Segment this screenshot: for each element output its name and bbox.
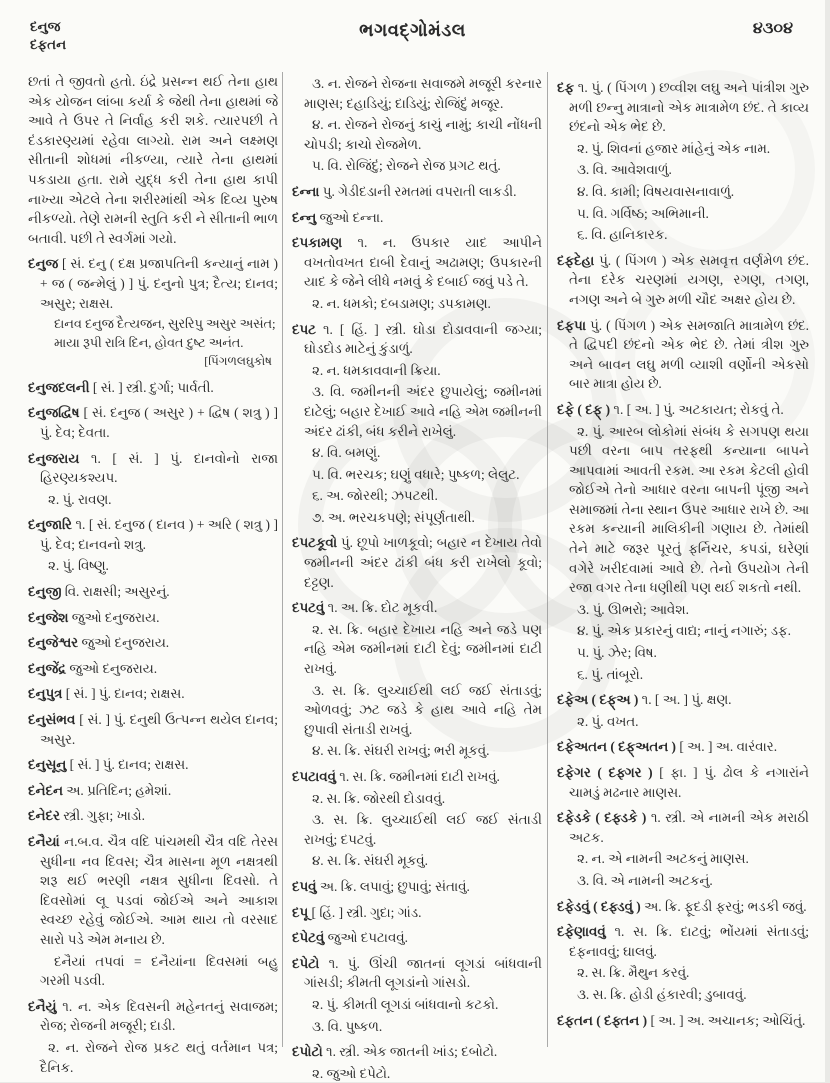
dictionary-entry: દનુજરાય ૧. [ સં. ] પું. દાનવોનો રાજા હિરણ્યકશ્યપ. (28, 450, 278, 486)
entry-sense: ૨. ન. રોજને રોજ પ્રકટ થતું વર્તમાન પત્ર; દૈનિક. (40, 1039, 278, 1075)
headword: દનુજેંદ્ર (28, 660, 67, 676)
entry-sense: ૫. વિ. રોજિંદું; રોજને રોજ પ્રગટ થતું. (312, 158, 501, 174)
entry-sense: ૨. પું. રાવણ. (48, 491, 112, 507)
entry-sense: ૫. વિ. ગર્વિષ્ઠ; અભિમાની. (577, 205, 709, 221)
guide-word-last: દફતન (30, 37, 67, 52)
entry-sense: ૪. વિ. બમણું. (312, 445, 381, 461)
dictionary-entry: દપેટવું જુઓ દપટાવવું. (292, 930, 408, 946)
dictionary-entry: દનુજેશ જુઓ દનુજરાય. (28, 609, 160, 625)
dictionary-entry: દપોટો ૧. સ્ત્રી. એક જાતની ખાંડ; દબોટો. (292, 1044, 498, 1060)
dictionary-entry: દફપા પું. ( પિંગળ ) એક સમજાતિ માત્રામેળ છંદ. તે દ્વિપદી છંદનો એક ભેદ છે. તેમાં ત્રીશ ગુરુ અને બાવન લઘુ મળી વ્યાશી વર્ણોની એકસો બાર માત્રા હોય છે. (557, 317, 809, 392)
entry-sense: ૨. સ. ક્રિ. બહાર દેખાય નહિ અને જડે પણ નહિ એમ જમીનમાં દાટી દેવું; જમીનમાં દાટી રાખવું. (304, 621, 542, 677)
dictionary-entry: દફતન ( દફ્તન ) [ અ. ] અ. અચાનક; ઓચિંતું. (557, 1012, 806, 1028)
dictionary-entry: દનૈયું ૧. ન. એક દિવસની મહેનતનું સવાજમ; રોજ; રોજની મજૂરી; દાડી. (28, 998, 278, 1034)
headword: દપટકૂવો (292, 535, 338, 551)
headword: દન્ના (292, 183, 320, 199)
headword: દનુજદલની (28, 379, 90, 395)
headword: દફ (557, 80, 575, 95)
dictionary-entry: દનુજદલની [ સં. ] સ્ત્રી. દુર્ગા; પાર્વતી. (28, 379, 214, 395)
entry-sense: ૩. વિ. પુષ્કળ. (312, 1018, 383, 1034)
headword: દફતન ( દફ્તન ) (557, 1012, 648, 1028)
entry-sense: ૩. વિ. એ નામની અટકનું. (577, 872, 713, 888)
dictionary-entry: દપૂ [ હિં. ] સ્ત્રી. ગુદા; ગાંડ. (292, 904, 422, 920)
headword: દનૈયાં (28, 834, 60, 849)
dictionary-entry: દફેઅતન ( દફ્અતન ) [ અ. ] અ. વારંવાર. (557, 739, 778, 755)
dictionary-entry: દફે ( દફ્ ) ૧. [ અ. ] પું. અટકાયત; રોકવું તે. (557, 401, 784, 417)
headword: દનૈયું (28, 998, 57, 1014)
dictionary-entry: દપેટો ૧. પું. ઊંચી જાતનાં લૂગડાં બાંધવાની ગાંસડી; કીમતી લૂગડાંનો ગાંસડો. (292, 955, 542, 991)
headword: દનેદન (28, 782, 63, 798)
headword: દન્નુ (292, 209, 317, 225)
headword: દફેડકે ( દફ્ડકે ) (557, 810, 647, 826)
entry-sense: ૫. પું. ઝેર; વિષ. (577, 645, 657, 661)
dictionary-entry: દનુજ [ સં. દનુ ( દક્ષ પ્રજાપતિની કન્યાનું નામ ) + જ ( જન્મેલું ) ] પું. દનુનો પુત્ર; દૈત્ય; દાનવ; અસુર; રાક્ષસ. (28, 256, 278, 311)
entry-sense: ૪. ન. રોજને રોજનું કાચું નામું; કાચી નોંધની ચોપડી; કાચો રોજમેળ. (304, 117, 542, 152)
dictionary-entry: દન્ના પુ. ગેડીદડાની રમતમાં વપરાતી લાકડી. (292, 183, 517, 199)
headword: દનુસંભવ (28, 712, 76, 728)
dictionary-entry: દનુજેશ્વર જુઓ દનુજરાય. (28, 635, 170, 651)
dictionary-entry: દનુજારિ ૧. [ સં. દનુજ ( દાનવ ) + અરિ ( શત્રુ ) ] પું. દેવ; દાનવનો શત્રુ. (28, 517, 278, 552)
entry-sense: ૪. સ. ક્રિ. સંઘરી મૂકવું. (312, 853, 429, 869)
headword: દફેડવું ( દફ્ડવું ) (557, 898, 641, 914)
guide-word-first: દનુજ (30, 19, 61, 34)
dictionary-column-2 (292, 72, 542, 1081)
entry-sense: ૬. પું. તાંબૂરો. (577, 666, 644, 682)
headword: દનુજેશ્વર (28, 635, 79, 651)
headword: દફેગર ( દફ્ગર ) (557, 765, 653, 780)
headword: દપટ (292, 321, 316, 337)
dictionary-entry: દનૈયાં ન.બ.વ. ચૈત્ર વદિ પાંચમથી ચૈત્ર વદિ તેરસ સુધીના નવ દિવસ; ચૈત્ર માસના મૂળ નક્ષત્રથી શરૂ થઈ ભરણી નક્ષત્ર સુધીના દિવસો. તે દિવસોમાં લૂ પડવાં જોઈએ અને આકાશ સ્વચ્છ રહેવું જોઈએ. આમ થાય તો વરસાદ સારો પડે એમ મનાય છે. (28, 834, 278, 947)
dictionary-entry: દફ ૧. પું. ( પિંગળ ) છવ્વીશ લઘુ અને પાંત્રીશ ગુરુ મળી છન્નુ માત્રાનો એક માત્રામેળ છંદ. તે કાવ્ય છંદનો એક ભેદ છે. (557, 80, 809, 135)
dictionary-entry: દફેડકે ( દફ્ડકે ) ૧. સ્ત્રી. એ નામની એક મરાઠી અટક. (557, 810, 809, 845)
entry-sense: ૨. પું. વિષ્ણુ. (48, 558, 109, 574)
dictionary-entry: દફદેહા પું. ( પિંગળ ) એક સમવૃત્ત વર્ણમેળ છંદ. તેના દરેક ચરણમાં યગણ, રગણ, તગણ, નગણ અને બે ગુરુ મળી ચૌદ અક્ષર હોય છે. (557, 252, 809, 307)
dictionary-entry: દન્નુ જુઓ દન્ના. (292, 209, 384, 225)
headword: દફદેહા (557, 252, 595, 268)
dictionary-entry: દનુજી વિ. રાક્ષસી; અસુરનું. (28, 584, 170, 600)
headword: દપેટવું (292, 930, 325, 946)
dictionary-column-3 (557, 72, 809, 1068)
entry-sense: ૨. ન. ધમકો; દબડામણ; ડપકામણ. (312, 295, 491, 311)
headword: દપેટો (292, 955, 320, 971)
dictionary-entry: દફેઅ ( દફ્અ ) ૧. [ અ. ] પું. ક્ષણ. (557, 692, 732, 708)
dictionary-entry: દનેદન અ. પ્રતિદિન; હમેશાં. (28, 782, 172, 798)
headword: દનુજારિ (28, 517, 72, 533)
dictionary-entry: દપટ ૧. [ હિં. ] સ્ત્રી. ઘોડા દોડાવવાની જગ્યા; ઘોડદોડ માટેનું કુંડાળું. (292, 321, 542, 357)
entry-sense: ૨. ન. ધમકાવવાની ક્રિયા. (312, 362, 441, 378)
column-separator (282, 72, 283, 1047)
entry-sense: ૪. પું. એક પ્રકારનું વાદ્ય; નાનું નગારું; ડફ. (577, 623, 791, 639)
page-title: ભગવદ્ગોમંડલ (359, 20, 466, 40)
entry-sense: ૨. સ. ક્રિ. જોરથી દોડાવવું. (312, 790, 446, 806)
dictionary-entry: દપવું અ. ક્રિ. લપાવું; છુપાવું; સંતાવું. (292, 878, 470, 894)
entry-sense: ૩. વિ. જમીનની અંદર છુપાયેલું; જમીનમાં દાટેલું; બહાર દેખાઈ આવે નહિ એમ જમીનની અંદર ઢાંકી, બંધ કરીને રાખેલું. (304, 384, 542, 439)
entry-sense: ૭. અ. ભરચકપણે; સંપૂર્ણતાથી. (312, 509, 475, 525)
headword: દફેઅતન ( દફ્અતન ) (557, 739, 677, 755)
entry-sense: ૨. ન. એ નામની અટકનું માણસ. (577, 851, 749, 867)
continuation-text: છતાં તે જીવતો હતો. ઇંદ્રે પ્રસન્ન થઈ તેના હાથ એક યોજન લાંબા કર્યા કે જેથી તેના હાથમાં જે આવે તે ઉપર તે નિર્વાહ કરી શકે. ત્યારપછી તે દંડકારણ્યમાં રહેવા લાગ્યો. રામ અને લક્ષ્મણ સીતાની શોધમાં નીકળ્યા, ત્યારે તેના હાથમાં પકડાયા હતા. રામે યુદ્ધ કરી તેના હાથ કાપી નાખ્યા એટલે તેના શરીરમાંથી એક દિવ્ય પુરુષ નીકળ્યો. તેણે રામની સ્તુતિ કરી ને સીતાની ભાળ બતાવી. પછી તે સ્વર્ગમાં ગયો. (28, 74, 278, 246)
dictionary-entry: દનુસંભવ [ સં. ] પું. દનુથી ઉત્પન્ન થયેલ દાનવ; અસુર. (28, 712, 278, 747)
headword: દપકામણ (292, 235, 343, 251)
headword: દનુસૂનુ (28, 757, 67, 773)
headword: દપવું (292, 878, 317, 894)
headword: દનુજરાય (28, 450, 80, 466)
dictionary-entry: દપટકૂવો પું. છૂપો ખાળકૂવો; બહાર ન દેખાય તેવો જમીનની અંદર ઢાંકી બંધ કરી રાખેલો કૂવો; દટ્ટણ. (292, 535, 542, 590)
entry-sense: ૩. પું. ઊભરો; આવેશ. (577, 601, 689, 617)
headword: દનુજેશ (28, 609, 69, 625)
entry-sense: ૪. સ. ક્રિ. સંઘરી રાખવું; ભરી મૂકવું. (312, 743, 490, 759)
verse-lines: દાનવ દનુજ દૈત્યજન, સુરરિપુ અસુર અસંત; માયા રૂપી રાત્રિ દિન, હોવત દુષ્ટ અનંત. (54, 317, 276, 350)
entry-sense: ૪. વિ. કામી; વિષયવાસનાવાળું. (577, 183, 735, 199)
headword: દપોટો (292, 1044, 323, 1060)
entry-sense: ૫. વિ. ભરચક; ઘણું વધારે; પુષ્કળ; લેલુટ. (312, 466, 520, 482)
dictionary-column-1 (28, 72, 278, 1075)
dictionary-entry: દપકામણ ૧. ન. ઉપકાર યાદ આપીને વખતોવખત દાબી દેવાનું અઢામણ; ઉપકારની યાદ કે જેને લીધે નમવું કે દબાઈ જવું પડે તે. (292, 235, 542, 290)
headword: દનુજદ્વિષ (28, 405, 80, 421)
text-area (0, 72, 825, 1081)
entry-sense: ૩. સ. ક્રિ. લુચ્ચાઈથી લઈ જઈ સંતાડવું; ઓળવવું; ઝટ જડે કે હાથ આવે નહિ તેમ છુપાવી સંતાડી રાખવું. (304, 682, 542, 737)
headword: દફપા (557, 317, 587, 333)
entry-sense: ૨. પું. શિવનાં હજાર માંહેનું એક નામ. (577, 140, 771, 156)
dictionary-entry: દપટવું ૧. અ. ક્રિ. દોટ મૂકવી. (292, 600, 438, 616)
dictionary-entry: દફેડવું ( દફ્ડવું ) અ. ક્રિ. ફૂદડી ફરવું; ભડકી જવું. (557, 898, 807, 914)
headword: દનુજી (28, 584, 62, 600)
dictionary-entry: દનુપુત્ર [ સં. ] પું. દાનવ; રાક્ષસ. (28, 686, 185, 702)
entry-sense: ૬. વિ. હાનિકારક. (577, 227, 668, 243)
headword: દનેદર (28, 808, 60, 824)
page-number: ૪૩૦૪ (752, 20, 793, 37)
entry-sense: ૩. ન. રોજને રોજના સવાજમે મજૂરી કરનાર માણસ; દહાડિયું; દાડિયું; રોજિંદું મજૂર. (304, 76, 542, 111)
entry-sense: ૨. પું. આરબ લોકોમાં સંબંધ કે સગપણ થયા પછી વરના બાપ તરફથી કન્યાના બાપને આપવામાં આવતી રકમ. આ રકમ કેટલી હોવી જોઈએ તેનો આધાર વરના બાપની પૂંજી અને સમાજમાં તેના સ્થાન ઉપર આધાર રાખે છે. આ રકમ કન્યાની માલિકીની ગણાય છે. તેમાંથી તેને માટે જરૂર પૂરતું ફર્નિચર, કપડાં, ઘરેણાં વગેરે ખરીદવામાં આવે છે. તેનો ઉપયોગ તેની રજા વગર તેના ધણીથી પણ થઈ શકતો નથી. (569, 423, 809, 596)
headword: દપટવું (292, 600, 325, 616)
headword: દફે ( દફ્ ) (557, 401, 611, 417)
verse-source: [પિંગળલઘુકોષ (204, 354, 272, 369)
entry-sense: ૩. સ. ક્રિ. લુચ્ચાઈથી લઈ જઈ સંતાડી રાખવું; દપટવું. (304, 812, 542, 847)
column-separator (547, 72, 548, 1047)
dictionary-entry: દફેણાવવું ૧. સ. ક્રિ. દાટવું; ભોંયમાં સંતાડવું; દફનાવવું; ઘાલવું. (557, 924, 809, 959)
entry-sense: ૨. સ. ક્રિ. મૈથુન કરવું. (577, 965, 690, 981)
entry-sense: ૬. અ. જોરથી; ઝપટથી. (312, 488, 438, 504)
entry-sense: ૨. પું. કીમતી લૂગડાં બાંધવાનો કટકો. (312, 996, 499, 1012)
entry-sense: ૩. સ. ક્રિ. હોડી હંકારવી; ડુબાવવું. (577, 986, 747, 1002)
headword: દપૂ (292, 904, 309, 920)
headword: દફેઅ ( દફ્અ ) (557, 692, 639, 708)
headword: દપટાવવું (292, 769, 336, 784)
dictionary-entry: દનુજેંદ્ર જુઓ દનુજરાય. (28, 660, 158, 676)
entry-sense: ૨. પું. વખત. (577, 713, 639, 729)
headword: દફેણાવવું (557, 924, 606, 940)
headword: દનુપુત્ર (28, 686, 63, 702)
dictionary-entry: દનુજદ્વિષ [ સં. દનુજ ( અસુર ) + દ્વિષ ( શત્રુ ) ] પું. દેવ; દેવતા. (28, 405, 278, 440)
headword: દનુજ (28, 256, 59, 272)
entry-sense: ૩. વિ. આવેશવાળું. (577, 162, 672, 178)
dictionary-entry: દનુસૂનુ [ સં. ] પું. દાનવ; રાક્ષસ. (28, 757, 189, 773)
idiom-note: દનૈયાં તપવાં = દનૈયાંના દિવસમાં બહુ ગરમી પડવી. (40, 953, 278, 989)
dictionary-entry: દનેદર સ્ત્રી. ગુફા; ખાડો. (28, 808, 145, 824)
entry-sense: ૨. જુઓ દપેટો. (312, 1065, 391, 1081)
dictionary-entry: દફેગર ( દફ્ગર ) [ ફા. ] પું. ઢોલ કે નગારાંને ચામડું મઢનાર માણસ. (557, 765, 810, 800)
dictionary-entry: દપટાવવું ૧. સ. ક્રિ. જમીનમાં દાટી રાખવું. (292, 769, 500, 784)
page-header (0, 16, 825, 68)
